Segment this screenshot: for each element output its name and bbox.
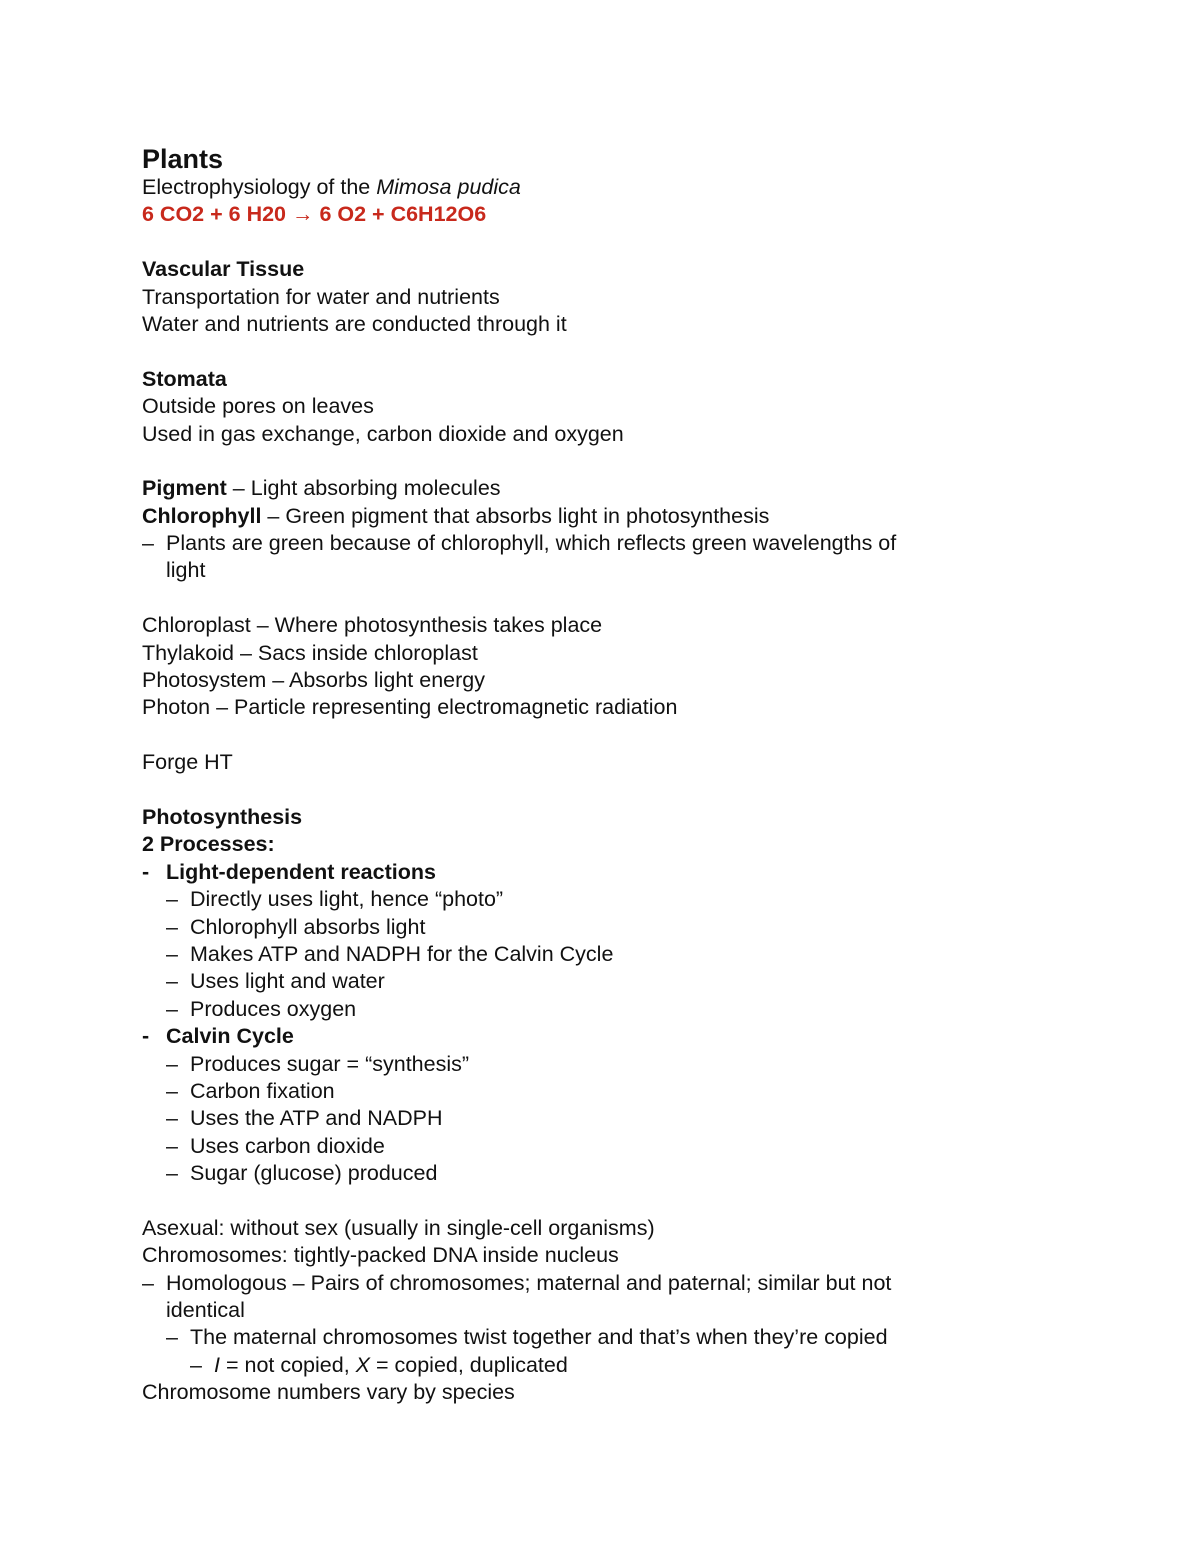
copy-text: = copied, duplicated (370, 1352, 568, 1377)
definition-line: Thylakoid – Sacs inside chloroplast (142, 640, 478, 665)
list-item (142, 886, 1102, 913)
page-title: Plants (142, 144, 224, 174)
dash-bullet: – (166, 1133, 178, 1158)
list-item-text: Plants are green because of chlorophyll, which reflects green wavelengths of (166, 531, 897, 556)
list-item-text: Produces oxygen (190, 996, 357, 1021)
list-item-text: Chlorophyll absorbs light (190, 914, 426, 939)
chlorophyll-definition (142, 503, 1102, 530)
bold-dash-bullet: - (142, 859, 150, 884)
list-item-text: Uses the ATP and NADPH (190, 1106, 443, 1131)
list-item (142, 1270, 1102, 1297)
process-light-dependent (142, 859, 1102, 886)
list-item-text: Produces sugar = “synthesis” (190, 1051, 470, 1076)
asexual-definition: Asexual: without sex (usually in single-cell organisms) (142, 1215, 655, 1240)
list-item (142, 996, 1102, 1023)
list-item (142, 1160, 1102, 1187)
list-item (142, 914, 1102, 941)
dash-bullet: – (190, 1352, 202, 1377)
dash-bullet: – (166, 1161, 178, 1186)
dash-bullet: – (142, 1270, 154, 1295)
list-item-text: Uses light and water (190, 969, 385, 994)
list-item (142, 941, 1102, 968)
list-item (142, 1352, 1102, 1379)
list-item-text: Directly uses light, hence “photo” (190, 887, 504, 912)
list-item-continued: light (166, 558, 206, 583)
list-item (142, 1051, 1102, 1078)
forge-note: Forge HT (142, 750, 233, 775)
list-item (142, 1133, 1102, 1160)
definition-line: Photon – Particle representing electromagnetic radiation (142, 695, 678, 720)
dash-bullet: – (166, 887, 178, 912)
pigment-term: Pigment (142, 476, 227, 501)
chromosome-numbers: Chromosome numbers vary by species (142, 1380, 515, 1405)
subtitle-prefix: Electrophysiology of the (142, 175, 377, 199)
list-item-text: Sugar (glucose) produced (190, 1161, 438, 1186)
bold-dash-bullet: - (142, 1024, 150, 1049)
list-item (142, 530, 1102, 557)
vascular-line: Transportation for water and nutrients (142, 284, 500, 309)
photosynthesis-heading: Photosynthesis (142, 804, 303, 829)
subtitle-species: Mimosa pudica (376, 175, 521, 199)
definition-line: Chloroplast – Where photosynthesis takes place (142, 613, 603, 638)
pigment-definition (142, 475, 1102, 502)
list-item (142, 1078, 1102, 1105)
document-page (142, 140, 1102, 1407)
definition-line: Photosystem – Absorbs light energy (142, 668, 485, 693)
list-item (142, 1324, 1102, 1351)
dash-bullet: – (166, 1051, 178, 1076)
vascular-heading: Vascular Tissue (142, 257, 305, 282)
list-item-text: Carbon fixation (190, 1078, 335, 1103)
list-item (142, 1105, 1102, 1132)
stomata-line: Used in gas exchange, carbon dioxide and oxygen (142, 421, 624, 446)
stomata-line: Outside pores on leaves (142, 394, 374, 419)
copy-symbol-i: I (214, 1352, 220, 1377)
photosynthesis-equation: 6 CO2 + 6 H20 → 6 O2 + C6H12O6 (142, 202, 487, 227)
chromosomes-definition: Chromosomes: tightly-packed DNA inside nucleus (142, 1243, 619, 1268)
list-item-continued: identical (166, 1298, 245, 1323)
dash-bullet: – (142, 531, 154, 556)
process-label: Calvin Cycle (166, 1024, 294, 1049)
dash-bullet: – (166, 1325, 178, 1350)
list-item-text: Homologous – Pairs of chromosomes; maternal and paternal; similar but not (166, 1270, 892, 1295)
process-calvin-cycle (142, 1023, 1102, 1050)
dash-bullet: – (166, 996, 178, 1021)
copy-text: = not copied, (219, 1352, 356, 1377)
chlorophyll-term: Chlorophyll (142, 503, 262, 528)
copy-symbol-x: X (355, 1352, 370, 1377)
subtitle (142, 174, 1102, 201)
dash-bullet: – (166, 969, 178, 994)
list-item-text: Uses carbon dioxide (190, 1133, 385, 1158)
dash-bullet: – (166, 941, 178, 966)
dash-bullet: – (166, 914, 178, 939)
processes-label: 2 Processes: (142, 832, 275, 857)
list-item-text: Makes ATP and NADPH for the Calvin Cycle (190, 941, 614, 966)
vascular-line: Water and nutrients are conducted through it (142, 311, 567, 336)
dash-bullet: – (166, 1106, 178, 1131)
stomata-heading: Stomata (142, 366, 227, 391)
pigment-def: – Light absorbing molecules (226, 476, 501, 501)
dash-bullet: – (166, 1078, 178, 1103)
chlorophyll-def: – Green pigment that absorbs light in photosynthesis (261, 503, 770, 528)
process-label: Light-dependent reactions (166, 859, 436, 884)
list-item-text: The maternal chromosomes twist together and that’s when they’re copied (190, 1325, 888, 1350)
list-item (142, 968, 1102, 995)
